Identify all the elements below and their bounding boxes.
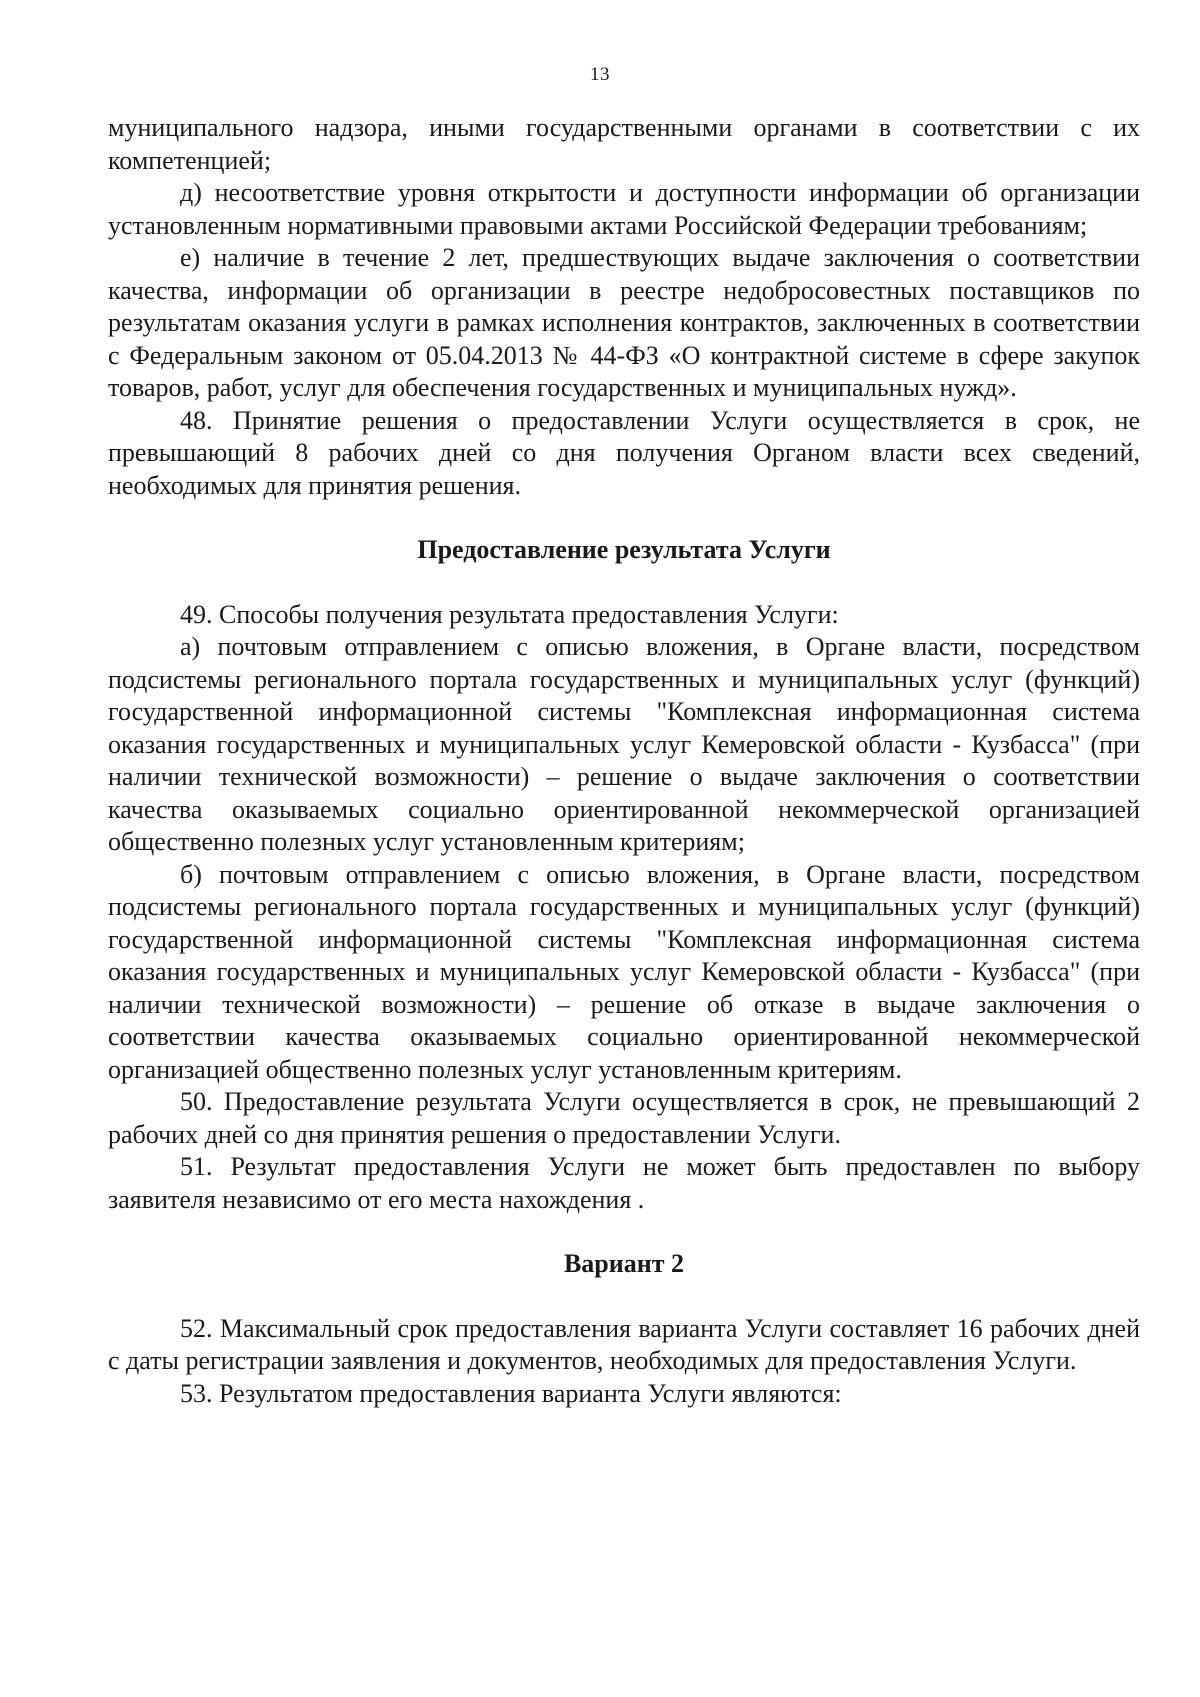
paragraph-52: 52. Максимальный срок предоставления варианта Услуги составляет 16 рабочих дней с даты регистрации заявления и документов, необходимых для предоставления Услуги. — [108, 1313, 1140, 1375]
paragraph-53: 53. Результатом предоставления варианта Услуги являются: — [180, 1378, 842, 1408]
section-heading-variant-2: Вариант 2 — [563, 1249, 685, 1278]
paragraph-48: 48. Принятие решения о предоставлении Услуги осуществляется в срок, не превышающий 8 рабочих дней со дня получения Органом власти всех сведений, необходимых для принятия решения. — [108, 405, 1140, 500]
document-body — [108, 112, 1140, 1410]
paragraph-51: 51. Результат предоставления Услуги не может быть предоставлен по выбору заявителя независимо от его места нахождения . — [108, 1152, 1140, 1214]
paragraph-item-a: а) почтовым отправлением с описью вложения, в Органе власти, посредством подсистемы регионального портала государственных и муниципальных услуг (функций) государственной информационной системы "Комплексная информационная система оказания государственных и муниципальных услуг Кемеровской области - Кузбасса" (при наличии технической возможности) – решение о выдаче заключения о соответствии качества оказываемых социально ориентированной некоммерческой организацией общественно полезных услуг установленным критериям; — [108, 632, 1140, 856]
section-heading-result: Предоставление результата Услуги — [417, 535, 831, 564]
paragraph-item-b: б) почтовым отправлением с описью вложения, в Органе власти, посредством подсистемы регионального портала государственных и муниципальных услуг (функций) государственной информационной системы "Комплексная информационная система оказания государственных и муниципальных услуг Кемеровской области - Кузбасса" (при наличии технической возможности) – решение об отказе в выдаче заключения о соответствии качества оказываемых социально ориентированной некоммерческой организацией общественно полезных услуг установленным критериям. — [108, 859, 1140, 1084]
paragraph-50: 50. Предоставление результата Услуги осуществляется в срок, не превышающий 2 рабочих дней со дня принятия решения о предоставлении Услуги. — [108, 1087, 1140, 1149]
paragraph-item-d: д) несоответствие уровня открытости и доступности информации об организации установленным нормативными правовыми актами Российской Федерации требованиям; — [108, 178, 1140, 240]
paragraph-49: 49. Способы получения результата предоставления Услуги: — [180, 599, 839, 629]
page-number: 13 — [590, 64, 610, 85]
paragraph-continuation: муниципального надзора, иными государственными органами в соответствии с их компетенцией; — [108, 113, 1140, 175]
paragraph-item-e: е) наличие в течение 2 лет, предшествующих выдаче заключения о соответствии качества, информации об организации в реестре недобросовестных поставщиков по результатам оказания услуги в рамках исполнения контрактов, заключенных в соответствии с Федеральным законом от 05.04.2013 № 44-ФЗ «О контрактной системе в сфере закупок товаров, работ, услуг для обеспечения государственных и муниципальных нужд». — [108, 243, 1140, 402]
